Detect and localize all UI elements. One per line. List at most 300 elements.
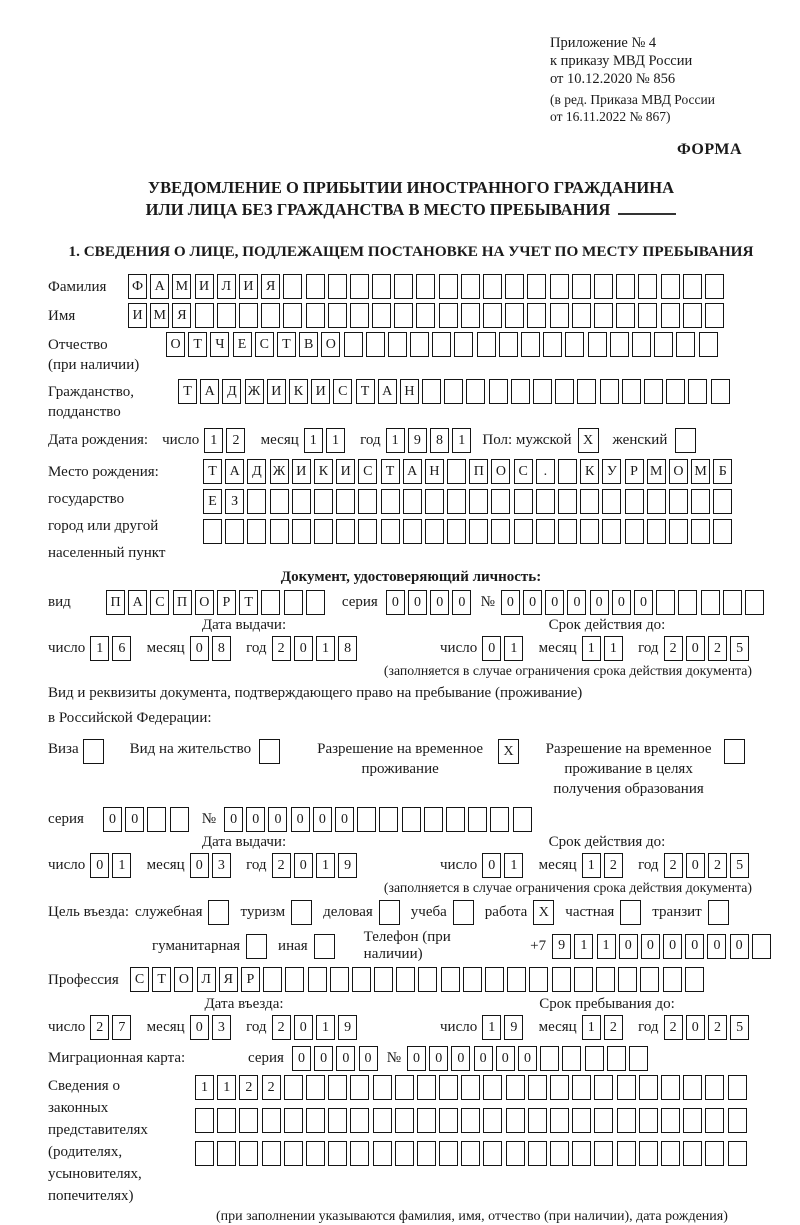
char-box[interactable] bbox=[705, 274, 724, 299]
char-box[interactable] bbox=[468, 807, 487, 832]
char-box[interactable] bbox=[395, 1141, 414, 1166]
char-box[interactable]: С bbox=[514, 459, 533, 484]
char-box[interactable]: У bbox=[602, 459, 621, 484]
char-box[interactable] bbox=[284, 1075, 303, 1100]
char-box[interactable] bbox=[292, 519, 311, 544]
char-box[interactable]: А bbox=[378, 379, 397, 404]
char-box[interactable]: 9 bbox=[408, 428, 427, 453]
char-box[interactable] bbox=[306, 1141, 325, 1166]
char-box[interactable] bbox=[372, 274, 391, 299]
char-box[interactable]: 0 bbox=[190, 636, 209, 661]
char-box[interactable]: Ф bbox=[128, 274, 147, 299]
gender-female-checkbox[interactable] bbox=[675, 428, 696, 453]
char-box[interactable] bbox=[485, 967, 504, 992]
char-box[interactable] bbox=[656, 590, 675, 615]
char-box[interactable] bbox=[483, 1075, 502, 1100]
char-box[interactable]: 1 bbox=[504, 636, 523, 661]
char-box[interactable] bbox=[691, 519, 710, 544]
char-box[interactable]: 0 bbox=[567, 590, 586, 615]
char-box[interactable] bbox=[536, 489, 555, 514]
char-box[interactable] bbox=[308, 967, 327, 992]
char-box[interactable]: 9 bbox=[338, 853, 357, 878]
char-box[interactable] bbox=[669, 519, 688, 544]
char-box[interactable]: 2 bbox=[226, 428, 245, 453]
char-box[interactable]: 2 bbox=[664, 636, 683, 661]
char-box[interactable] bbox=[394, 274, 413, 299]
char-box[interactable]: 0 bbox=[294, 636, 313, 661]
char-box[interactable]: 2 bbox=[272, 853, 291, 878]
char-box[interactable]: М bbox=[150, 303, 169, 328]
char-box[interactable] bbox=[350, 1108, 369, 1133]
char-box[interactable]: О bbox=[669, 459, 688, 484]
char-box[interactable] bbox=[403, 519, 422, 544]
char-box[interactable] bbox=[528, 1075, 547, 1100]
char-box[interactable]: И bbox=[311, 379, 330, 404]
char-box[interactable] bbox=[661, 1108, 680, 1133]
char-box[interactable] bbox=[558, 489, 577, 514]
char-box[interactable]: 7 bbox=[112, 1015, 131, 1040]
char-box[interactable] bbox=[572, 1108, 591, 1133]
char-box[interactable]: И bbox=[128, 303, 147, 328]
char-box[interactable] bbox=[417, 1108, 436, 1133]
char-box[interactable] bbox=[454, 332, 473, 357]
char-box[interactable] bbox=[691, 489, 710, 514]
char-box[interactable] bbox=[394, 303, 413, 328]
char-box[interactable] bbox=[661, 1075, 680, 1100]
char-box[interactable] bbox=[514, 489, 533, 514]
char-box[interactable]: 0 bbox=[452, 590, 471, 615]
char-box[interactable] bbox=[572, 1141, 591, 1166]
char-box[interactable] bbox=[596, 967, 615, 992]
char-box[interactable] bbox=[616, 274, 635, 299]
char-box[interactable] bbox=[491, 519, 510, 544]
char-box[interactable] bbox=[602, 489, 621, 514]
blank-underline-field[interactable] bbox=[618, 199, 676, 215]
char-box[interactable] bbox=[284, 590, 303, 615]
char-box[interactable] bbox=[352, 967, 371, 992]
char-box[interactable] bbox=[506, 1108, 525, 1133]
char-box[interactable]: 0 bbox=[294, 1015, 313, 1040]
char-box[interactable] bbox=[565, 332, 584, 357]
char-box[interactable] bbox=[711, 379, 730, 404]
char-box[interactable]: 1 bbox=[582, 636, 601, 661]
char-box[interactable]: 2 bbox=[604, 1015, 623, 1040]
char-box[interactable] bbox=[373, 1075, 392, 1100]
char-box[interactable] bbox=[713, 489, 732, 514]
char-box[interactable] bbox=[444, 379, 463, 404]
char-box[interactable] bbox=[350, 274, 369, 299]
char-box[interactable] bbox=[422, 379, 441, 404]
char-box[interactable]: 1 bbox=[386, 428, 405, 453]
char-box[interactable]: 0 bbox=[292, 1046, 311, 1071]
char-box[interactable] bbox=[594, 1075, 613, 1100]
char-box[interactable] bbox=[574, 967, 593, 992]
char-box[interactable]: 0 bbox=[294, 853, 313, 878]
purpose-humanitarian-checkbox[interactable] bbox=[246, 934, 267, 959]
char-box[interactable]: 9 bbox=[552, 934, 571, 959]
char-box[interactable] bbox=[507, 967, 526, 992]
char-box[interactable]: И bbox=[239, 274, 258, 299]
char-box[interactable]: Ч bbox=[210, 332, 229, 357]
char-box[interactable] bbox=[585, 1046, 604, 1071]
purpose-official-checkbox[interactable] bbox=[208, 900, 229, 925]
char-box[interactable]: А bbox=[150, 274, 169, 299]
char-box[interactable] bbox=[701, 590, 720, 615]
char-box[interactable]: 1 bbox=[316, 853, 335, 878]
char-box[interactable] bbox=[728, 1108, 747, 1133]
char-box[interactable]: 5 bbox=[730, 853, 749, 878]
char-box[interactable]: 9 bbox=[338, 1015, 357, 1040]
char-box[interactable]: 0 bbox=[125, 807, 144, 832]
char-box[interactable] bbox=[461, 274, 480, 299]
char-box[interactable] bbox=[358, 519, 377, 544]
char-box[interactable]: 0 bbox=[663, 934, 682, 959]
char-box[interactable] bbox=[617, 1075, 636, 1100]
char-box[interactable]: 0 bbox=[612, 590, 631, 615]
char-box[interactable]: П bbox=[173, 590, 192, 615]
char-box[interactable] bbox=[723, 590, 742, 615]
char-box[interactable]: 1 bbox=[316, 1015, 335, 1040]
char-box[interactable] bbox=[314, 489, 333, 514]
char-box[interactable] bbox=[328, 274, 347, 299]
char-box[interactable]: К bbox=[314, 459, 333, 484]
char-box[interactable]: 0 bbox=[190, 1015, 209, 1040]
char-box[interactable] bbox=[618, 967, 637, 992]
char-box[interactable]: 0 bbox=[268, 807, 287, 832]
char-box[interactable] bbox=[432, 332, 451, 357]
char-box[interactable] bbox=[550, 303, 569, 328]
char-box[interactable] bbox=[489, 379, 508, 404]
char-box[interactable]: 0 bbox=[408, 590, 427, 615]
char-box[interactable]: 8 bbox=[430, 428, 449, 453]
char-box[interactable]: 0 bbox=[451, 1046, 470, 1071]
char-box[interactable] bbox=[728, 1141, 747, 1166]
char-box[interactable]: П bbox=[469, 459, 488, 484]
char-box[interactable] bbox=[555, 379, 574, 404]
char-box[interactable]: 2 bbox=[664, 1015, 683, 1040]
char-box[interactable] bbox=[147, 807, 166, 832]
char-box[interactable] bbox=[379, 807, 398, 832]
char-box[interactable]: 1 bbox=[604, 636, 623, 661]
char-box[interactable] bbox=[629, 1046, 648, 1071]
char-box[interactable]: Б bbox=[713, 459, 732, 484]
char-box[interactable] bbox=[403, 489, 422, 514]
char-box[interactable] bbox=[439, 1108, 458, 1133]
char-box[interactable] bbox=[540, 1046, 559, 1071]
char-box[interactable]: 8 bbox=[338, 636, 357, 661]
char-box[interactable] bbox=[366, 332, 385, 357]
char-box[interactable]: 0 bbox=[482, 636, 501, 661]
char-box[interactable]: 8 bbox=[212, 636, 231, 661]
char-box[interactable]: Р bbox=[625, 459, 644, 484]
char-box[interactable] bbox=[610, 332, 629, 357]
char-box[interactable] bbox=[506, 1075, 525, 1100]
char-box[interactable]: 0 bbox=[619, 934, 638, 959]
char-box[interactable]: А bbox=[128, 590, 147, 615]
char-box[interactable] bbox=[328, 1075, 347, 1100]
char-box[interactable] bbox=[528, 1108, 547, 1133]
char-box[interactable] bbox=[284, 1141, 303, 1166]
char-box[interactable]: 2 bbox=[272, 636, 291, 661]
char-box[interactable] bbox=[580, 489, 599, 514]
char-box[interactable] bbox=[357, 807, 376, 832]
char-box[interactable]: М bbox=[172, 274, 191, 299]
char-box[interactable]: . bbox=[536, 459, 555, 484]
char-box[interactable] bbox=[447, 519, 466, 544]
char-box[interactable] bbox=[506, 1141, 525, 1166]
char-box[interactable] bbox=[514, 519, 533, 544]
char-box[interactable] bbox=[683, 1075, 702, 1100]
char-box[interactable]: Т bbox=[178, 379, 197, 404]
char-box[interactable]: 1 bbox=[195, 1075, 214, 1100]
char-box[interactable]: Л bbox=[197, 967, 216, 992]
char-box[interactable] bbox=[669, 489, 688, 514]
char-box[interactable]: А bbox=[403, 459, 422, 484]
char-box[interactable]: 0 bbox=[686, 1015, 705, 1040]
char-box[interactable]: И bbox=[292, 459, 311, 484]
char-box[interactable] bbox=[217, 303, 236, 328]
char-box[interactable] bbox=[705, 1141, 724, 1166]
char-box[interactable] bbox=[388, 332, 407, 357]
char-box[interactable] bbox=[491, 489, 510, 514]
char-box[interactable] bbox=[350, 1075, 369, 1100]
temp-permit-checkbox[interactable]: X bbox=[498, 739, 519, 764]
char-box[interactable]: Т bbox=[239, 590, 258, 615]
char-box[interactable] bbox=[513, 807, 532, 832]
char-box[interactable]: З bbox=[225, 489, 244, 514]
char-box[interactable] bbox=[558, 459, 577, 484]
char-box[interactable] bbox=[705, 303, 724, 328]
char-box[interactable]: 2 bbox=[708, 1015, 727, 1040]
char-box[interactable]: Я bbox=[261, 274, 280, 299]
char-box[interactable] bbox=[572, 274, 591, 299]
char-box[interactable]: 0 bbox=[707, 934, 726, 959]
char-box[interactable] bbox=[284, 1108, 303, 1133]
char-box[interactable] bbox=[617, 1108, 636, 1133]
char-box[interactable] bbox=[745, 590, 764, 615]
char-box[interactable] bbox=[373, 1141, 392, 1166]
char-box[interactable] bbox=[195, 1141, 214, 1166]
char-box[interactable] bbox=[239, 1141, 258, 1166]
char-box[interactable] bbox=[639, 1108, 658, 1133]
char-box[interactable] bbox=[625, 489, 644, 514]
char-box[interactable] bbox=[572, 303, 591, 328]
char-box[interactable]: 0 bbox=[291, 807, 310, 832]
char-box[interactable] bbox=[328, 1108, 347, 1133]
char-box[interactable]: С bbox=[358, 459, 377, 484]
char-box[interactable] bbox=[588, 332, 607, 357]
char-box[interactable]: 1 bbox=[112, 853, 131, 878]
char-box[interactable]: 2 bbox=[90, 1015, 109, 1040]
char-box[interactable]: 1 bbox=[504, 853, 523, 878]
char-box[interactable] bbox=[283, 274, 302, 299]
char-box[interactable] bbox=[336, 489, 355, 514]
char-box[interactable]: 1 bbox=[90, 636, 109, 661]
char-box[interactable] bbox=[239, 1108, 258, 1133]
char-box[interactable] bbox=[683, 1141, 702, 1166]
char-box[interactable] bbox=[647, 489, 666, 514]
char-box[interactable] bbox=[247, 519, 266, 544]
char-box[interactable]: А bbox=[225, 459, 244, 484]
char-box[interactable] bbox=[638, 274, 657, 299]
char-box[interactable] bbox=[374, 967, 393, 992]
char-box[interactable]: Я bbox=[219, 967, 238, 992]
char-box[interactable] bbox=[328, 303, 347, 328]
char-box[interactable]: И bbox=[195, 274, 214, 299]
char-box[interactable] bbox=[410, 332, 429, 357]
char-box[interactable] bbox=[572, 1075, 591, 1100]
char-box[interactable]: Р bbox=[241, 967, 260, 992]
char-box[interactable]: О bbox=[195, 590, 214, 615]
char-box[interactable]: 9 bbox=[504, 1015, 523, 1040]
char-box[interactable] bbox=[439, 1141, 458, 1166]
char-box[interactable]: 0 bbox=[474, 1046, 493, 1071]
char-box[interactable] bbox=[661, 303, 680, 328]
char-box[interactable] bbox=[594, 1108, 613, 1133]
char-box[interactable]: 0 bbox=[518, 1046, 537, 1071]
char-box[interactable] bbox=[550, 1075, 569, 1100]
visa-checkbox[interactable] bbox=[83, 739, 104, 764]
char-box[interactable]: 2 bbox=[272, 1015, 291, 1040]
char-box[interactable] bbox=[217, 1141, 236, 1166]
char-box[interactable]: 0 bbox=[335, 807, 354, 832]
char-box[interactable]: Е bbox=[203, 489, 222, 514]
char-box[interactable]: Т bbox=[152, 967, 171, 992]
char-box[interactable] bbox=[396, 967, 415, 992]
char-box[interactable] bbox=[752, 934, 771, 959]
char-box[interactable] bbox=[261, 590, 280, 615]
char-box[interactable] bbox=[688, 379, 707, 404]
char-box[interactable]: 0 bbox=[407, 1046, 426, 1071]
char-box[interactable]: 0 bbox=[386, 590, 405, 615]
char-box[interactable] bbox=[395, 1075, 414, 1100]
char-box[interactable] bbox=[247, 489, 266, 514]
char-box[interactable]: Т bbox=[188, 332, 207, 357]
char-box[interactable] bbox=[441, 967, 460, 992]
purpose-other-checkbox[interactable] bbox=[314, 934, 335, 959]
char-box[interactable] bbox=[424, 807, 443, 832]
char-box[interactable]: 0 bbox=[90, 853, 109, 878]
char-box[interactable] bbox=[654, 332, 673, 357]
char-box[interactable] bbox=[402, 807, 421, 832]
char-box[interactable] bbox=[416, 303, 435, 328]
char-box[interactable] bbox=[639, 1075, 658, 1100]
char-box[interactable] bbox=[550, 274, 569, 299]
char-box[interactable] bbox=[225, 519, 244, 544]
char-box[interactable] bbox=[261, 303, 280, 328]
char-box[interactable] bbox=[306, 1108, 325, 1133]
char-box[interactable] bbox=[417, 1075, 436, 1100]
char-box[interactable] bbox=[306, 1075, 325, 1100]
purpose-private-checkbox[interactable] bbox=[620, 900, 641, 925]
char-box[interactable] bbox=[536, 519, 555, 544]
char-box[interactable] bbox=[336, 519, 355, 544]
char-box[interactable] bbox=[705, 1075, 724, 1100]
char-box[interactable]: 0 bbox=[523, 590, 542, 615]
char-box[interactable]: 3 bbox=[212, 853, 231, 878]
char-box[interactable]: Я bbox=[172, 303, 191, 328]
char-box[interactable]: 0 bbox=[359, 1046, 378, 1071]
char-box[interactable] bbox=[262, 1108, 281, 1133]
char-box[interactable] bbox=[580, 519, 599, 544]
char-box[interactable]: 0 bbox=[103, 807, 122, 832]
char-box[interactable]: 0 bbox=[482, 853, 501, 878]
char-box[interactable] bbox=[661, 1141, 680, 1166]
char-box[interactable] bbox=[439, 303, 458, 328]
char-box[interactable] bbox=[505, 303, 524, 328]
char-box[interactable] bbox=[372, 303, 391, 328]
char-box[interactable] bbox=[418, 967, 437, 992]
char-box[interactable] bbox=[499, 332, 518, 357]
char-box[interactable] bbox=[461, 303, 480, 328]
char-box[interactable]: 3 bbox=[212, 1015, 231, 1040]
purpose-study-checkbox[interactable] bbox=[453, 900, 474, 925]
char-box[interactable] bbox=[270, 489, 289, 514]
char-box[interactable]: Т bbox=[203, 459, 222, 484]
char-box[interactable]: 2 bbox=[708, 853, 727, 878]
char-box[interactable] bbox=[550, 1108, 569, 1133]
char-box[interactable]: О bbox=[491, 459, 510, 484]
char-box[interactable] bbox=[607, 1046, 626, 1071]
char-box[interactable]: Л bbox=[217, 274, 236, 299]
char-box[interactable]: Д bbox=[222, 379, 241, 404]
char-box[interactable] bbox=[270, 519, 289, 544]
char-box[interactable]: Д bbox=[247, 459, 266, 484]
char-box[interactable]: С bbox=[255, 332, 274, 357]
char-box[interactable]: 0 bbox=[429, 1046, 448, 1071]
temp-permit-edu-checkbox[interactable] bbox=[724, 739, 745, 764]
char-box[interactable] bbox=[461, 1141, 480, 1166]
char-box[interactable] bbox=[594, 303, 613, 328]
char-box[interactable]: А bbox=[200, 379, 219, 404]
char-box[interactable] bbox=[306, 590, 325, 615]
char-box[interactable] bbox=[239, 303, 258, 328]
char-box[interactable]: 6 bbox=[112, 636, 131, 661]
char-box[interactable]: 1 bbox=[316, 636, 335, 661]
char-box[interactable] bbox=[483, 1141, 502, 1166]
char-box[interactable] bbox=[170, 807, 189, 832]
char-box[interactable]: С bbox=[130, 967, 149, 992]
char-box[interactable] bbox=[676, 332, 695, 357]
char-box[interactable] bbox=[306, 274, 325, 299]
char-box[interactable]: 0 bbox=[496, 1046, 515, 1071]
char-box[interactable]: 2 bbox=[708, 636, 727, 661]
char-box[interactable] bbox=[577, 379, 596, 404]
char-box[interactable]: С bbox=[150, 590, 169, 615]
char-box[interactable]: В bbox=[299, 332, 318, 357]
char-box[interactable] bbox=[602, 519, 621, 544]
char-box[interactable] bbox=[425, 519, 444, 544]
residence-permit-checkbox[interactable] bbox=[259, 739, 280, 764]
char-box[interactable] bbox=[699, 332, 718, 357]
char-box[interactable] bbox=[647, 519, 666, 544]
char-box[interactable] bbox=[661, 274, 680, 299]
char-box[interactable] bbox=[678, 590, 697, 615]
char-box[interactable] bbox=[562, 1046, 581, 1071]
char-box[interactable] bbox=[638, 303, 657, 328]
char-box[interactable]: 0 bbox=[224, 807, 243, 832]
char-box[interactable] bbox=[466, 379, 485, 404]
char-box[interactable]: Е bbox=[233, 332, 252, 357]
char-box[interactable] bbox=[328, 1141, 347, 1166]
char-box[interactable]: 1 bbox=[452, 428, 471, 453]
char-box[interactable] bbox=[644, 379, 663, 404]
char-box[interactable] bbox=[439, 274, 458, 299]
char-box[interactable] bbox=[373, 1108, 392, 1133]
char-box[interactable] bbox=[263, 967, 282, 992]
char-box[interactable] bbox=[543, 332, 562, 357]
char-box[interactable]: М bbox=[647, 459, 666, 484]
